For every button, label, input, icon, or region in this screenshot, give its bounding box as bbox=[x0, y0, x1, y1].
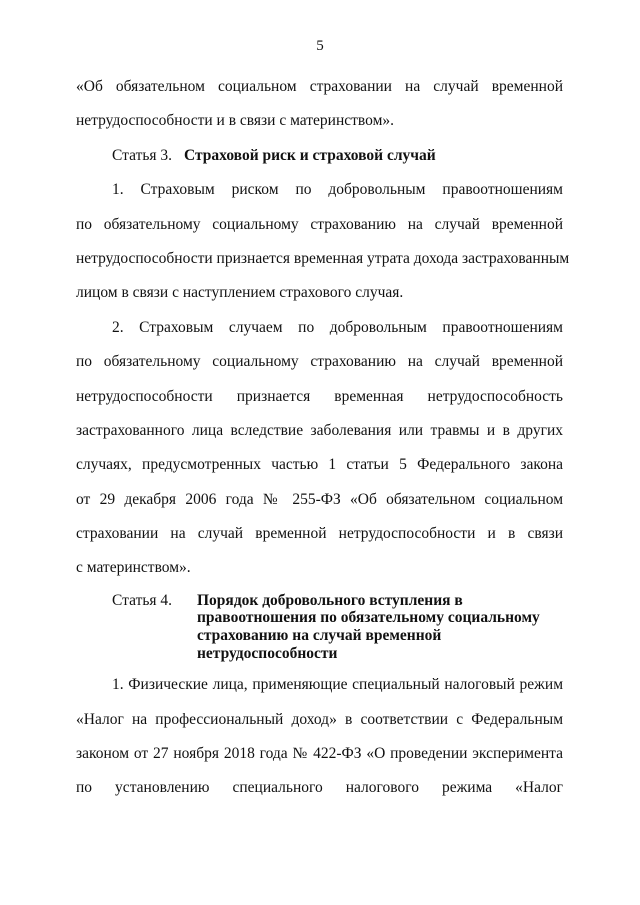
text-line: страховании на случай временной нетрудоспособности и в связи bbox=[76, 525, 563, 543]
text-line: по обязательному социальному страхованию на случай временной bbox=[76, 353, 563, 371]
article-3-heading bbox=[76, 139, 563, 173]
paragraph-intro bbox=[76, 70, 563, 139]
text-line: 1. Физические лица, применяющие специальный налоговый режим bbox=[112, 676, 563, 694]
article-3-paragraph-2 bbox=[76, 311, 563, 586]
text-line: нетрудоспособности признается временная нетрудоспособность bbox=[76, 387, 563, 405]
article-3-title: Страховой риск и страховой случай bbox=[184, 146, 436, 164]
text-line: от 29 декабря 2006 года № 255-ФЗ «Об обязательном социальном bbox=[76, 490, 563, 508]
text-line: лицом в связи с наступлением страхового случая. bbox=[76, 284, 404, 302]
article-4-paragraph-1 bbox=[76, 668, 563, 806]
text-line: нетрудоспособности и в связи с материнством». bbox=[76, 112, 395, 130]
article-3-label: Статья 3. bbox=[112, 146, 173, 164]
text-line: случаях, предусмотренных частью 1 статьи 5 Федерального закона bbox=[76, 456, 563, 474]
article-3-paragraph-1 bbox=[76, 173, 570, 311]
text-line: по обязательному социальному страхованию на случай временной bbox=[76, 215, 563, 233]
text-line: застрахованного лица вследствие заболевания или травмы и в других bbox=[76, 421, 563, 439]
article-4-heading bbox=[76, 586, 563, 662]
text-line: законом от 27 ноября 2018 года № 422-ФЗ «О проведении эксперимента bbox=[76, 745, 563, 763]
text-line: по установлению специального налогового режима «Налог bbox=[76, 779, 563, 797]
text-line: «Налог на профессиональный доход» в соответствии с Федеральным bbox=[76, 710, 563, 728]
article-4-label: Статья 4. bbox=[112, 591, 173, 609]
text-line: нетрудоспособности признается временная утрата дохода застрахованным bbox=[76, 249, 570, 267]
document-body bbox=[76, 70, 570, 806]
text-line: 1. Страховым риском по добровольным правоотношениям bbox=[112, 181, 563, 199]
text-line: с материнством». bbox=[76, 559, 191, 577]
text-line: «Об обязательном социальном страховании на случай временной bbox=[76, 78, 563, 95]
article-4-title: Порядок добровольного вступления в правоотношения по обязательному социальному страхованию на случай временной нетрудоспособности bbox=[197, 591, 540, 662]
text-line: 2. Страховым случаем по добровольным правоотношениям bbox=[112, 318, 563, 336]
page-number: 5 bbox=[316, 38, 324, 54]
